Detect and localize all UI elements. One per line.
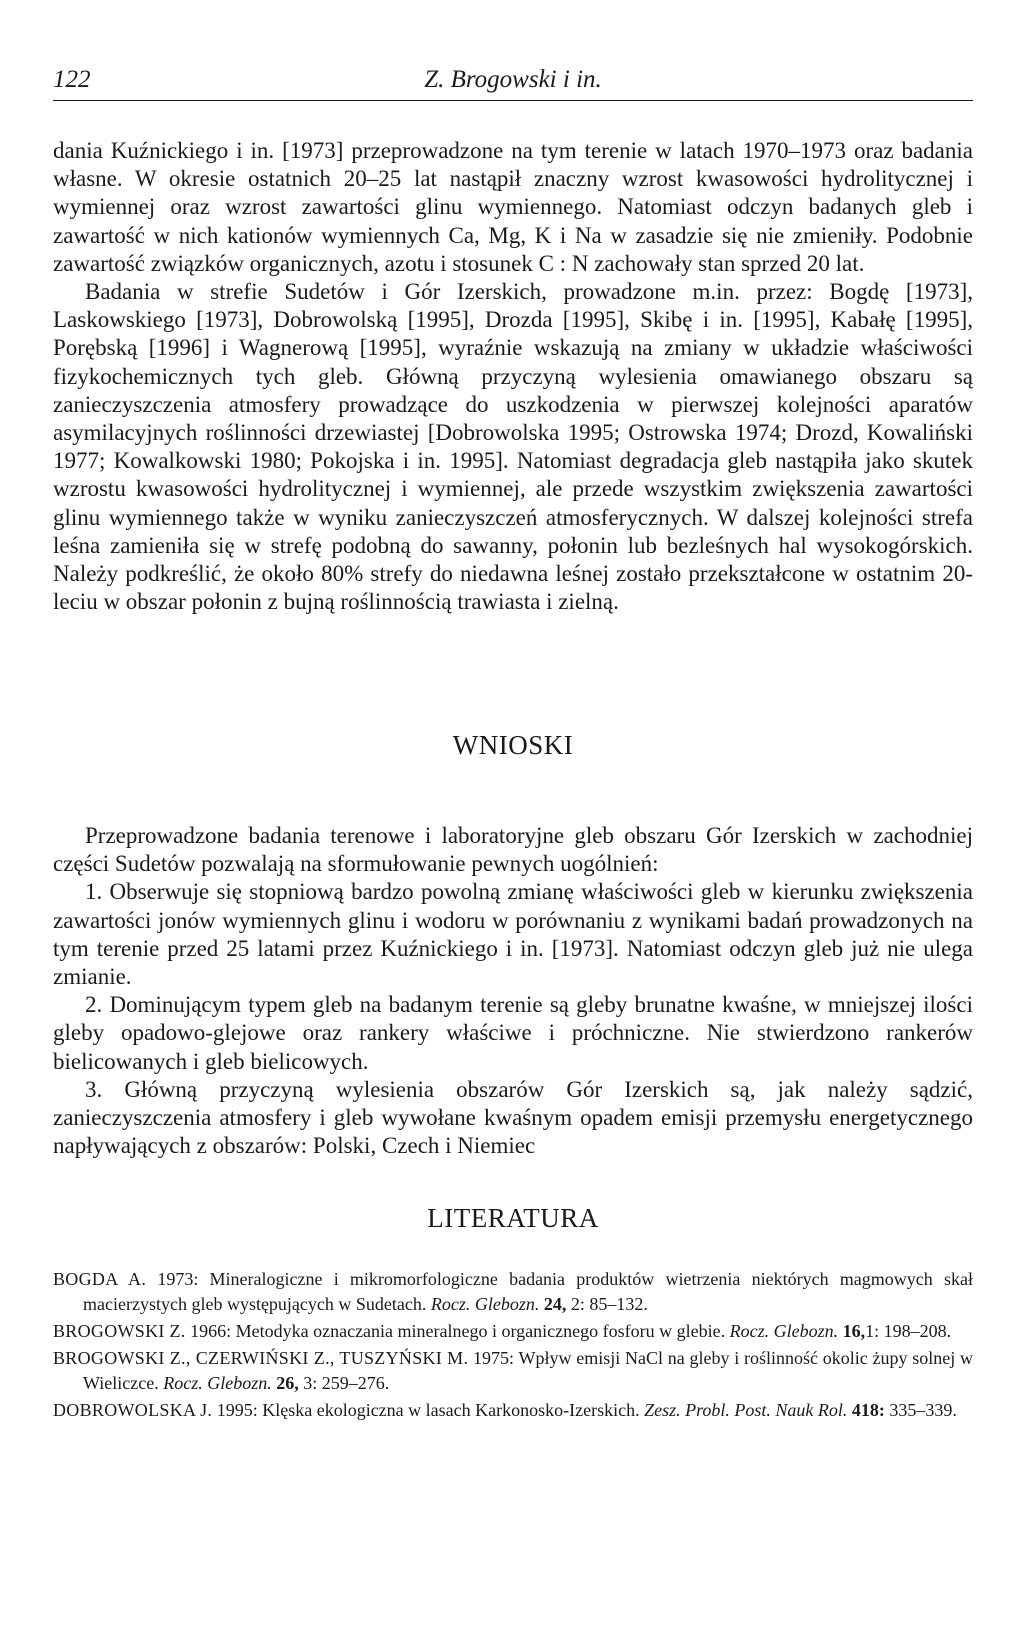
- reference-volume: 418:: [847, 1400, 885, 1420]
- reference-text: 1995: Klęska ekologiczna w lasach Karkonosko-Izerskich.: [212, 1400, 645, 1420]
- reference-text: 1973: Mineralogiczne i mikromorfologiczne badania produktów wietrzenia niektórych magmowych skał macierzystych gleb występujących w Sudetach.: [83, 1269, 973, 1314]
- conclusion-item: 2. Dominującym typem gleb na badanym terenie są gleby brunatne kwaśne, w mniejszej ilości gleby opadowo-glejowe oraz rankery właściwe i próchniczne. Nie stwierdzono rankerów bielicowanych i gleb bielicowych.: [53, 992, 973, 1074]
- references-list: [53, 1267, 973, 1425]
- body-paragraph: dania Kuźnickiego i in. [1973] przeprowadzone na tym terenie w latach 1970–1973 oraz badania własne. W okresie ostatnich 20–25 lat nastąpił znaczny wzrost kwasowości hydrolitycznej i wymiennej oraz wzrost zawartości glinu wymiennego. Natomiast odczyn badanych gleb i zawartość w nich kationów wymiennych Ca, Mg, K i Na w zasadzie się nie zmieniły. Podobnie zawartość związków organicznych, azotu i stosunek C : N zachowały stan sprzed 20 lat.: [53, 138, 973, 276]
- conclusion-item: 3. Główną przyczyną wylesienia obszarów Gór Izerskich są, jak należy sądzić, zanieczyszczenia atmosfery i gleb wywołane kwaśnym opadem emisji przemysłu energetycznego napływających z obszarów: Polski, Czech i Niemiec: [53, 1076, 973, 1159]
- reference-pages: 2: 85–132.: [566, 1294, 648, 1314]
- conclusions-intro: Przeprowadzone badania terenowe i laboratoryjne gleb obszaru Gór Izerskich w zachodniej części Sudetów pozwalają na sformułowanie pewnych uogólnień:: [53, 823, 973, 877]
- reference-pages: 1: 198–208.: [865, 1321, 952, 1341]
- reference-authors: BROGOWSKI Z., CZERWIŃSKI Z., TUSZYŃSKI M.: [53, 1348, 469, 1368]
- reference-volume: 26,: [271, 1373, 299, 1393]
- reference-volume: 24,: [539, 1294, 567, 1314]
- page-number: 122: [53, 66, 91, 93]
- reference-authors: BROGOWSKI Z.: [53, 1321, 186, 1341]
- body-paragraph: Badania w strefie Sudetów i Gór Izerskich, prowadzone m.in. przez: Bogdę [1973], Laskowskiego [1973], Dobrowolską [1995], Drozda [1995], Skibę i in. [1995], Kabałę [1995], Porębską [1996] i Wagnerową [1995], wyraźnie wskazują na zmiany w układzie właściwości fizykochemicznych tych gleb. Główną przyczyną wylesienia omawianego obszaru są zanieczyszczenia atmosfery prowadzące do uszkodzenia w pierwszej kolejności aparatów asymilacyjnych roślinności drzewiastej [Dobrowolska 1995; Ostrowska 1974; Drozd, Kowaliński 1977; Kowalkowski 1980; Pokojska i in. 1995]. Natomiast degradacja gleb nastąpiła jako skutek wzrostu kwasowości hydrolitycznej i wymiennej, ale przede wszystkim zwiększenia zawartości glinu wymiennego także w wyniku zanieczyszczeń atmosferycznych. W dalszej kolejności strefa leśna zamieniła się w strefę podobną do sawanny, połonin lub bezleśnych hal wysokogórskich. Należy podkreślić, że około 80% strefy do niedawna leśnej zostało przekształcone w ostatnim 20-leciu w obszar połonin z bujną roślinnością trawiasta i zielną.: [53, 279, 973, 615]
- body-text: [53, 137, 973, 616]
- reference-pages: 335–339.: [884, 1400, 957, 1420]
- reference-pages: 3: 259–276.: [298, 1373, 390, 1393]
- running-title: Z. Brogowski i in.: [424, 66, 602, 93]
- reference-journal: Rocz. Glebozn.: [163, 1373, 272, 1393]
- reference-volume: 16,: [838, 1321, 866, 1341]
- reference-text: 1966: Metodyka oznaczania mineralnego i organicznego fosforu w glebie.: [185, 1321, 730, 1341]
- reference-journal: Rocz. Glebozn.: [729, 1321, 839, 1341]
- conclusions-heading: WNIOSKI: [452, 730, 574, 760]
- conclusion-item: 1. Obserwuje się stopniową bardzo powolną zmianę właściwości gleb w kierunku zwiększenia zawartości jonów wymiennych glinu i wodoru w porównaniu z wynikami badań prowadzonych na tym terenie przed 25 latami przez Kuźnickiego i in. [1973]. Natomiast odczyn gleb już nie ulega zmianie.: [53, 879, 973, 990]
- reference-authors: DOBROWOLSKA J.: [53, 1400, 213, 1420]
- reference-item: [53, 1398, 973, 1423]
- reference-text: 1975: Wpływ emisji NaCl na gleby i roślinność okolic żupy solnej w Wieliczce.: [83, 1348, 974, 1393]
- reference-item: [53, 1267, 973, 1317]
- reference-journal: Rocz. Glebozn.: [430, 1294, 540, 1314]
- reference-journal: Zesz. Probl. Post. Nauk Rol.: [644, 1400, 848, 1420]
- conclusions-section: [53, 822, 973, 1160]
- running-header: [53, 66, 973, 101]
- reference-item: [53, 1346, 973, 1396]
- references-heading: LITERATURA: [427, 1203, 599, 1233]
- reference-authors: BOGDA A.: [53, 1269, 147, 1289]
- reference-item: [53, 1319, 973, 1344]
